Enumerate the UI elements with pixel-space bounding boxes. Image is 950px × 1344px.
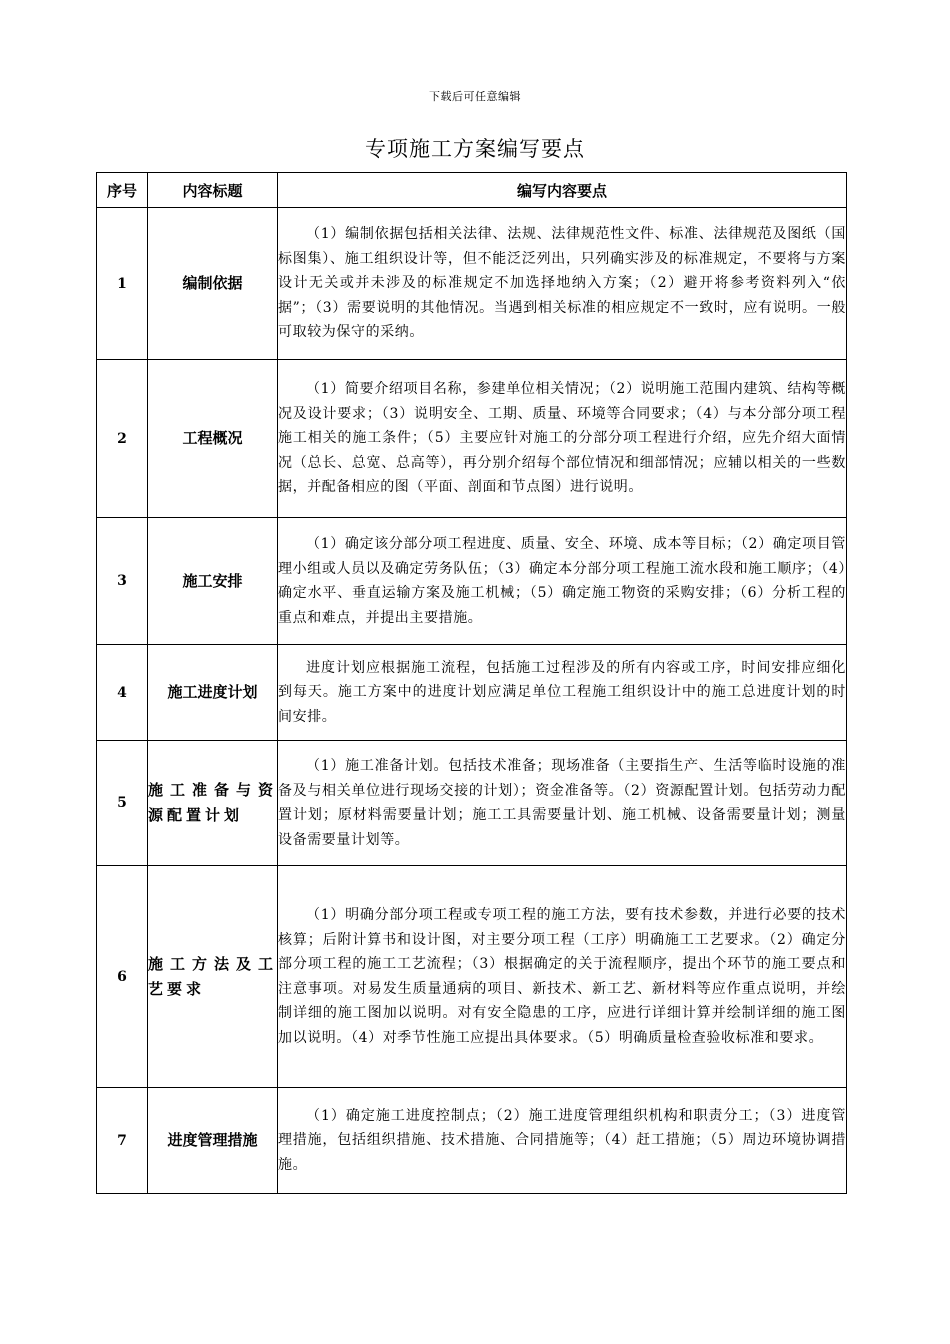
- row-number: 3: [97, 518, 148, 645]
- table-row: [97, 741, 847, 866]
- row-number: 5: [97, 741, 148, 866]
- row-content: （1）施工准备计划。包括技术准备；现场准备（主要指生产、生活等临时设施的准备及与相关单位进行现场交接的计划）；资金准备等。（2）资源配置计划。包括劳动力配置计划；原材料需要量计划；施工工具需要量计划、施工机械、设备需要量计划；测量设备需要量计划等。: [278, 741, 847, 866]
- row-content: （1）确定该分部分项工程进度、质量、安全、环境、成本等目标；（2）确定项目管理小组或人员以及确定劳务队伍；（3）确定本分部分项工程施工流水段和施工顺序；（4）确定水平、垂直运输方案及施工机械；（5）确定施工物资的采购安排；（6）分析工程的重点和难点，并提出主要措施。: [278, 518, 847, 645]
- row-number: 2: [97, 360, 148, 518]
- row-number: 4: [97, 645, 148, 741]
- row-content: （1）编制依据包括相关法律、法规、法律规范性文件、标准、法律规范及图纸（国标图集）、施工组织设计等，但不能泛泛列出，只列确实涉及的标准规定，不要将与方案设计无关或并未涉及的标准规定不加选择地纳入方案；（2）避开将参考资料列入“依据”；（3）需要说明的其他情况。当遇到相关标准的相应规定不一致时，应有说明。一般可取较为保守的采纳。: [278, 208, 847, 360]
- header-note: 下载后可任意编辑: [429, 90, 521, 103]
- row-number: 6: [97, 866, 148, 1088]
- row-title: 施工安排: [148, 518, 278, 645]
- row-number: 7: [97, 1088, 148, 1194]
- row-title: 编制依据: [148, 208, 278, 360]
- row-content: （1）明确分部分项工程或专项工程的施工方法，要有技术参数，并进行必要的技术核算；后附计算书和设计图，对主要分项工程（工序）明确施工工艺要求。（2）确定分部分项工程的施工工艺流程；（3）根据确定的关于流程顺序，提出个环节的施工要点和注意事项。对易发生质量通病的项目、新技术、新工艺、新材料等应作重点说明，并绘制详细的施工图加以说明。对有安全隐患的工序，应进行详细计算并绘制详细的施工图加以说明。（4）对季节性施工应提出具体要求。（5）明确质量检查验收标准和要求。: [278, 866, 847, 1088]
- row-content: （1）简要介绍项目名称，参建单位相关情况；（2）说明施工范围内建筑、结构等概况及设计要求；（3）说明安全、工期、质量、环境等合同要求；（4）与本分部分项工程施工相关的施工条件；（5）主要应针对施工的分部分项工程进行介绍，应先介绍大面情况（总长、总宽、总高等），再分别介绍每个部位情况和细部情况；应辅以相关的一些数据，并配备相应的图（平面、剖面和节点图）进行说明。: [278, 360, 847, 518]
- table-header-row: [97, 173, 847, 208]
- column-header-no: 序号: [97, 173, 148, 208]
- column-header-content: 编写内容要点: [278, 173, 847, 208]
- row-content: 进度计划应根据施工流程，包括施工过程涉及的所有内容或工序，时间安排应细化到每天。施工方案中的进度计划应满足单位工程施工组织设计中的施工总进度计划的时间安排。: [278, 645, 847, 741]
- table-row: [97, 1088, 847, 1194]
- table-row: [97, 645, 847, 741]
- table-row: [97, 360, 847, 518]
- table-row: [97, 518, 847, 645]
- row-title: 施工方法及工艺要求: [148, 866, 278, 1088]
- row-title: 施工进度计划: [148, 645, 278, 741]
- row-number: 1: [97, 208, 148, 360]
- row-title: 工程概况: [148, 360, 278, 518]
- table-row: [97, 208, 847, 360]
- row-title: 施工准备与资源配置计划: [148, 741, 278, 866]
- row-content: （1）确定施工进度控制点；（2）施工进度管理组织机构和职责分工；（3）进度管理措施，包括组织措施、技术措施、合同措施等；（4）赶工措施；（5）周边环境协调措施。: [278, 1088, 847, 1194]
- table-row: [97, 866, 847, 1088]
- row-title: 进度管理措施: [148, 1088, 278, 1194]
- document-title: 专项施工方案编写要点: [365, 137, 585, 161]
- column-header-title: 内容标题: [148, 173, 278, 208]
- requirements-table: [96, 172, 847, 1194]
